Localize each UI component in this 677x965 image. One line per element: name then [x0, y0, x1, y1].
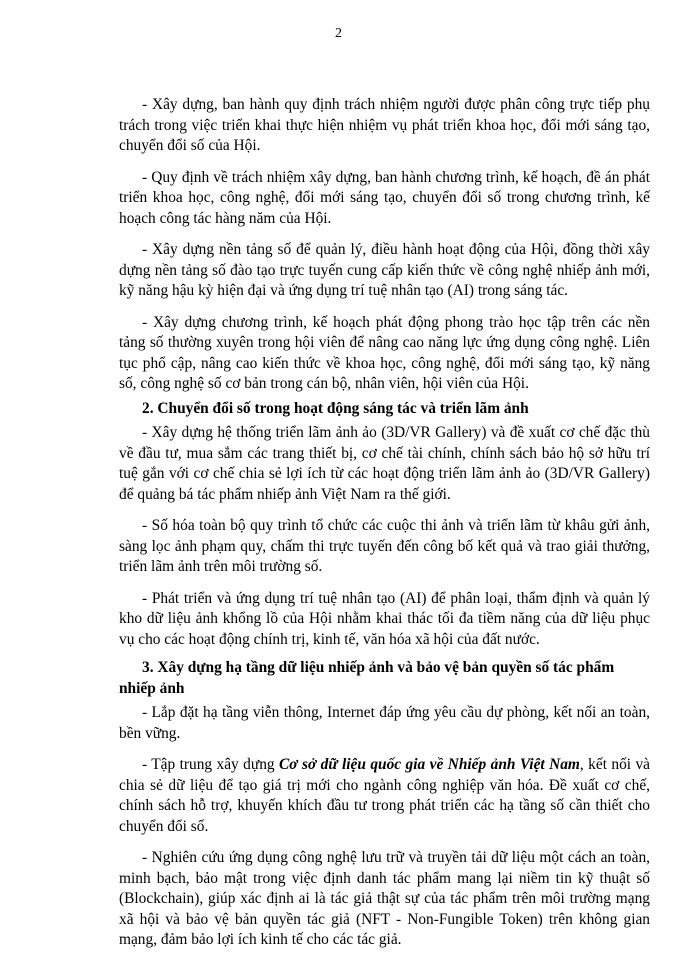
paragraph: - Xây dựng, ban hành quy định trách nhiệm người được phân công trực tiếp phụ trách trong việc triển khai thực hiện nhiệm vụ phát triển khoa học, đổi mới sáng tạo, chuyển đổi số của Hội. [119, 96, 650, 154]
text-run: - Tập trung xây dựng [142, 756, 280, 773]
section-heading-2: 2. Chuyển đổi số trong hoạt động sáng tác và triển lãm ảnh [142, 399, 529, 417]
text-run: , kết nối và chia sẻ dữ liệu để tạo giá trị mới cho ngành công nghiệp văn hóa. Đề xuất cơ chế, chính sách hỗ trợ, khuyến khích đầu tư trong phát triển các hạ tầng số cần thiết cho chuyển đổi số. [119, 756, 651, 835]
document-body [119, 95, 650, 962]
paragraph: - Lắp đặt hạ tầng viễn thông, Internet đáp ứng yêu cầu dự phòng, kết nối an toàn, bền vững. [119, 704, 650, 742]
paragraph-database [119, 755, 650, 837]
paragraph: - Xây dựng chương trình, kế hoạch phát động phong trào học tập trên các nền tảng số thường xuyên trong hội viên để nâng cao năng lực ứng dụng công nghệ. Liên tục phổ cập, nâng cao kiến thức về khoa học, công nghệ, đổi mới sáng tạo, kỹ năng số, công nghệ số cơ bản trong cán bộ, nhân viên, hội viên của Hội. [119, 313, 650, 392]
paragraph: - Nghiên cứu ứng dụng công nghệ lưu trữ và truyền tải dữ liệu một cách an toàn, minh bạch, bảo mật trong việc định danh tác phẩm mang lại niềm tin kỹ thuật số (Blockchain), giúp xác định ai là tác giả thật sự của tác phẩm trên môi trường mạng xã hội và bảo vệ bản quyền tác giả (NFT - Non-Fungible Token) trên không gian mạng, đảm bảo lợi ích kinh tế cho các tác giả. [119, 849, 650, 948]
page-number: 2 [335, 26, 342, 41]
paragraph: - Quy định về trách nhiệm xây dựng, ban hành chương trình, kế hoạch, đề án phát triển khoa học, công nghệ, đổi mới sáng tạo, chuyển đổi số trong chương trình, kế hoạch công tác hàng năm của Hội. [119, 168, 650, 227]
paragraph: - Xây dựng hệ thống triển lãm ảnh ảo (3D/VR Gallery) và đề xuất cơ chế đặc thù về đầu tư, mua sắm các trang thiết bị, cơ chế tài chính, chính sách bảo hộ sở hữu trí tuệ gắn với cơ chế chia sẻ lợi ích từ các hoạt động triển lãm ảnh ảo (3D/VR Gallery) để quảng bá tác phẩm nhiếp ảnh Việt Nam ra thế giới. [119, 424, 650, 503]
section-heading-3: 3. Xây dựng hạ tầng dữ liệu nhiếp ảnh và bảo vệ bản quyền số tác phẩm nhiếp ảnh [119, 659, 615, 697]
paragraph: - Phát triển và ứng dụng trí tuệ nhân tạo (AI) để phân loại, thẩm định và quản lý kho dữ liệu ảnh khổng lồ của Hội nhằm khai thác tối đa tiềm năng của dữ liệu phục vụ cho các hoạt động chính trị, kinh tế, văn hóa xã hội của đất nước. [119, 589, 650, 648]
paragraph: - Số hóa toàn bộ quy trình tổ chức các cuộc thi ảnh và triển lãm từ khâu gửi ảnh, sàng lọc ảnh phạm quy, chấm thi trực tuyến đến công bố kết quả và trao giải thưởng, triển lãm ảnh trên môi trường số. [119, 517, 650, 575]
paragraph: - Xây dựng nền tảng số để quản lý, điều hành hoạt động của Hội, đồng thời xây dựng nền tảng số đào tạo trực tuyến cung cấp kiến thức về công nghệ nhiếp ảnh mới, kỹ năng hậu kỳ hiện đại và ứng dụng trí tuệ nhân tạo (AI) trong sáng tác. [119, 241, 650, 299]
emphasized-title: Cơ sở dữ liệu quốc gia về Nhiếp ảnh Việt Nam [279, 756, 580, 773]
